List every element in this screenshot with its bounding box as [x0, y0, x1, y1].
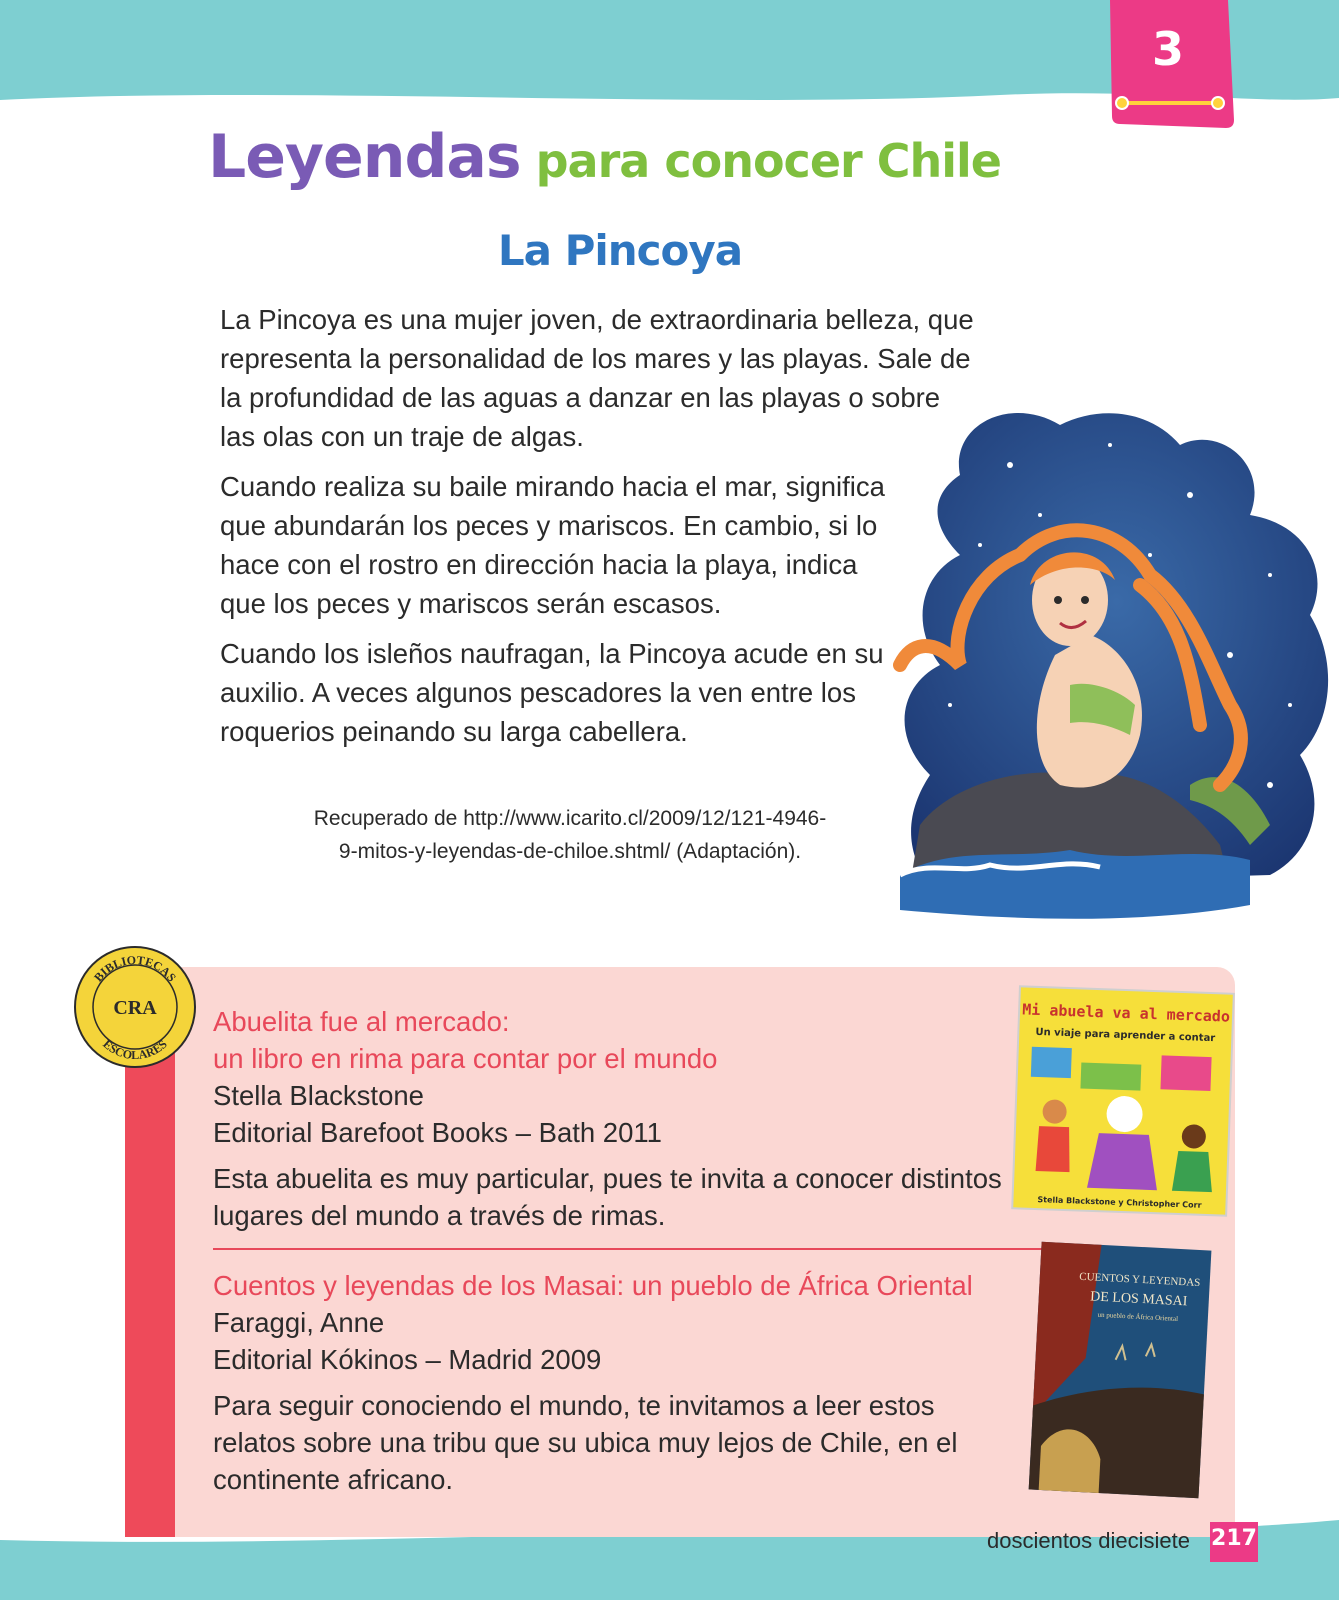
book-description: Esta abuelita es muy particular, pues te invita a conocer distintos lugares del mundo a través de rimas. [213, 1163, 1002, 1231]
book-author: Stella Blackstone [213, 1080, 424, 1111]
book-title-line: Abuelita fue al mercado: [213, 1006, 510, 1037]
title-leyendas: Leyendas [208, 122, 521, 192]
seal-center-text: CRA [113, 997, 157, 1019]
book-publisher: Editorial Kókinos – Madrid 2009 [213, 1344, 602, 1375]
paragraph: La Pincoya es una mujer joven, de extraordinaria belleza, que representa la personalidad de los mares y las playas. Sale de la profundidad de las aguas a danzar en las playas o sobre las olas con un traje de algas. [220, 304, 974, 452]
source-line: Recuperado de http://www.icarito.cl/2009/12/121-4946- [313, 807, 827, 830]
book-title [213, 1003, 717, 1077]
cover-title: Mi abuela va al mercado [1021, 1000, 1231, 1026]
page-number: 217 [1211, 1526, 1257, 1551]
panel-accent-bar [125, 1025, 175, 1537]
cra-seal-icon [72, 944, 198, 1070]
page-title [208, 122, 1008, 202]
cover-line3: un pueblo de África Oriental [1097, 1310, 1179, 1323]
paragraph: Cuando los isleños naufragan, la Pincoya acude en su auxilio. A veces algunos pescadores la ven entre los roquerios peinando su larga cabellera. [220, 638, 884, 747]
source-citation [240, 802, 900, 868]
cover-line2: DE LOS MASAI [1089, 1289, 1188, 1310]
seal-bottom-text: ESCOLARES [100, 1036, 170, 1063]
page-number-words: doscientos diecisiete [986, 1528, 1190, 1553]
cover-subtitle: Un viaje para aprender a contar [1035, 1026, 1216, 1045]
source-line: 9-mitos-y-leyendas-de-chiloe.shtml/ (Adaptación). [338, 840, 802, 863]
book-publisher: Editorial Barefoot Books – Bath 2011 [213, 1117, 662, 1148]
legend-heading: La Pincoya [497, 226, 743, 275]
book-title: Cuentos y leyendas de los Masai: un pueblo de África Oriental [213, 1270, 973, 1301]
book-cover-masai [1025, 1240, 1215, 1502]
unit-number: 3 [1151, 22, 1184, 76]
legend-body [220, 300, 1000, 762]
cover-authors: Stella Blackstone y Christopher Corr [1037, 1195, 1202, 1210]
pincoya-illustration [890, 405, 1339, 935]
book-title-line: un libro en rima para contar por el mundo [213, 1043, 718, 1074]
book-author: Faraggi, Anne [213, 1307, 385, 1338]
book-divider [213, 1248, 1043, 1250]
cover-line1: CUENTOS Y LEYENDAS [1078, 1270, 1201, 1290]
book-description: Para seguir conociendo el mundo, te invitamos a leer estos relatos sobre una tribu que su ubica muy lejos de Chile, en el continente africano. [213, 1390, 958, 1495]
book-cover-abuela [1010, 984, 1236, 1220]
seal-top-text: BIBLIOTECAS [91, 952, 179, 985]
title-rest: para conocer Chile [520, 134, 1001, 188]
paragraph: Cuando realiza su baile mirando hacia el mar, significa que abundarán los peces y mariscos. En cambio, si lo hace con el rostro en dirección hacia la playa, indica que los peces y mariscos serán escasos. [220, 471, 885, 619]
